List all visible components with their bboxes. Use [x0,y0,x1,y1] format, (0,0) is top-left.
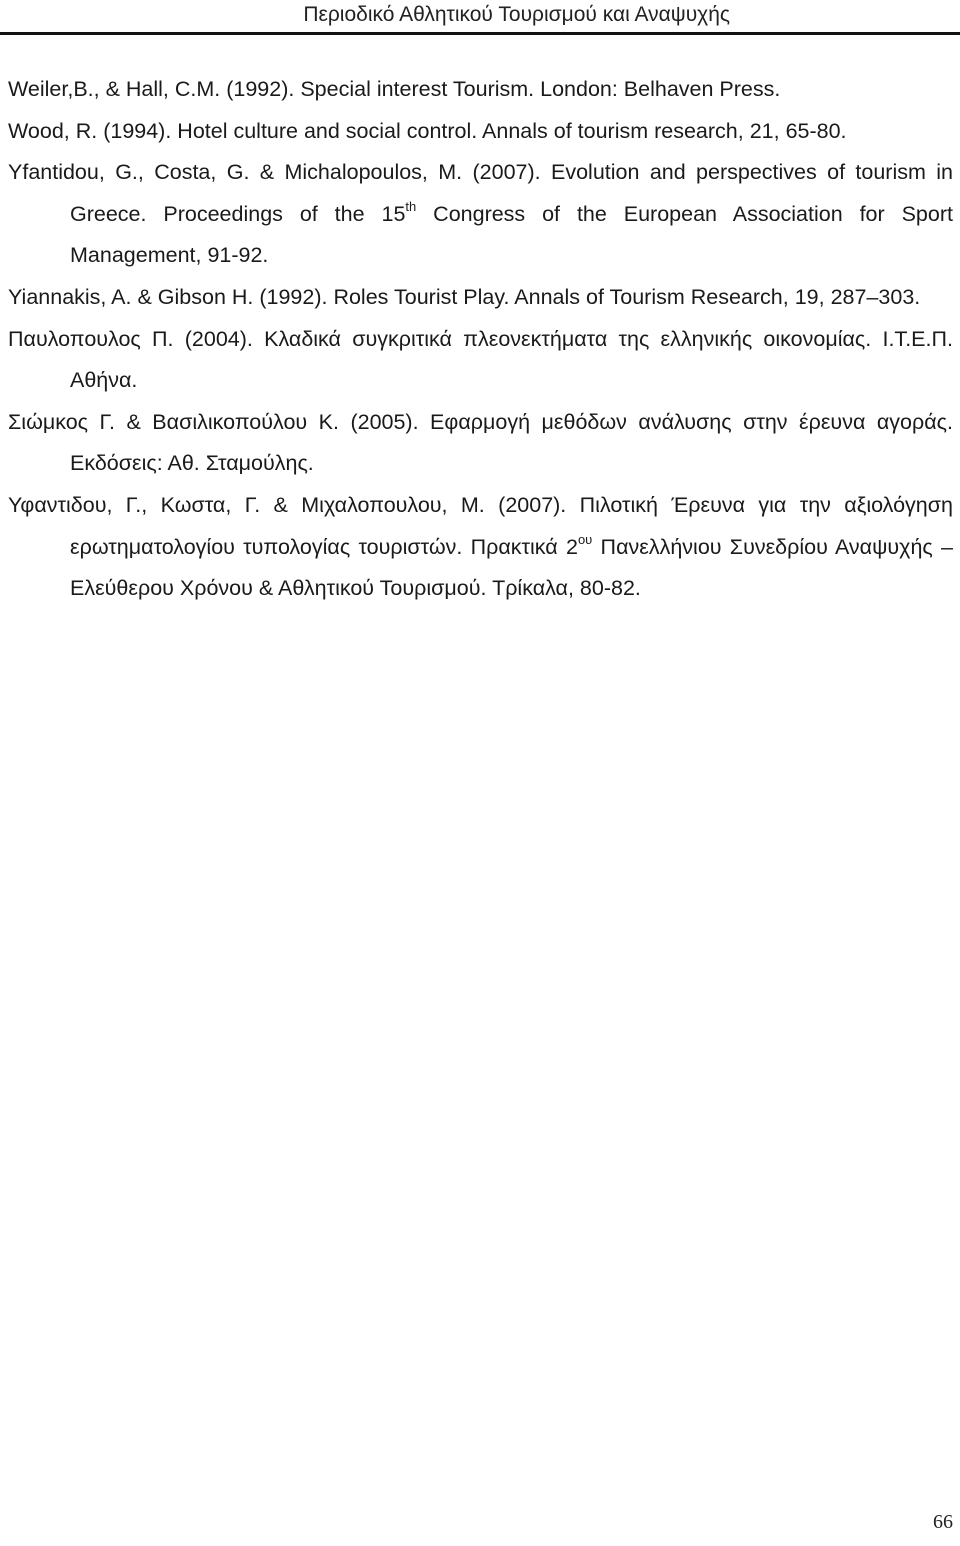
reference-text-part: Υφαντιδου, Γ., Κωστα, Γ. & Μιχαλοπουλου, Μ. (2007). Πιλοτική Έρευνα για την αξιολόγηση ερωτηματολογίου τυπολογίας τουριστών. Πρακτικά 2 [8,492,953,559]
reference-wood: Wood, R. (1994). Hotel culture and social control. Annals of tourism research, 21, 65-80. [8,118,847,143]
reference-text-part: Congress of the European Association for Sport Management, 91-92. [70,201,953,268]
ordinal-superscript: th [405,198,417,214]
page-number: 66 [933,1511,953,1533]
reference-weiler-hall: Weiler,B., & Hall, C.M. (1992). Special interest Tourism. London: Belhaven Press. [8,77,781,101]
reference-pavlopoulos: Παυλοπουλος Π. (2004). Κλαδικά συγκριτικά πλεονεκτήματα της ελληνικής οικονομίας. Ι.Τ.Ε.Π. Αθήνα. [8,326,953,393]
ordinal-superscript: ου [577,531,593,547]
header-divider [0,32,960,35]
reference-yfantidou-kosta-michalopoulou [8,485,953,610]
reference-text-part: Πανελλήνιου Συνεδρίου Αναψυχής – Ελεύθερου Χρόνου & Αθλητικού Τουρισμού. Τρίκαλα, 80-82. [70,534,953,601]
reference-text-part: Yfantidou, G., Costa, G. & Michalopoulos, M. (2007). Evolution and perspectives of tourism in Greece. Proceedings of the 15 [8,160,953,226]
reference-yiannakis-gibson: Yiannakis, A. & Gibson H. (1992). Roles Tourist Play. Annals of Tourism Research, 19, 287–303. [8,284,921,309]
reference-yfantidou-costa-michalopoulos [8,152,953,277]
reference-siomkos-vasilikopoulou: Σιώμκος Γ. & Βασιλικοπούλου Κ. (2005). Εφαρμογή μεθόδων ανάλυσης στην έρευνα αγοράς. Εκδόσεις: Αθ. Σταμούλης. [8,409,953,476]
journal-running-header: Περιοδικό Αθλητικού Τουρισμού και Αναψυχής [303,3,730,26]
reference-list [8,69,953,610]
